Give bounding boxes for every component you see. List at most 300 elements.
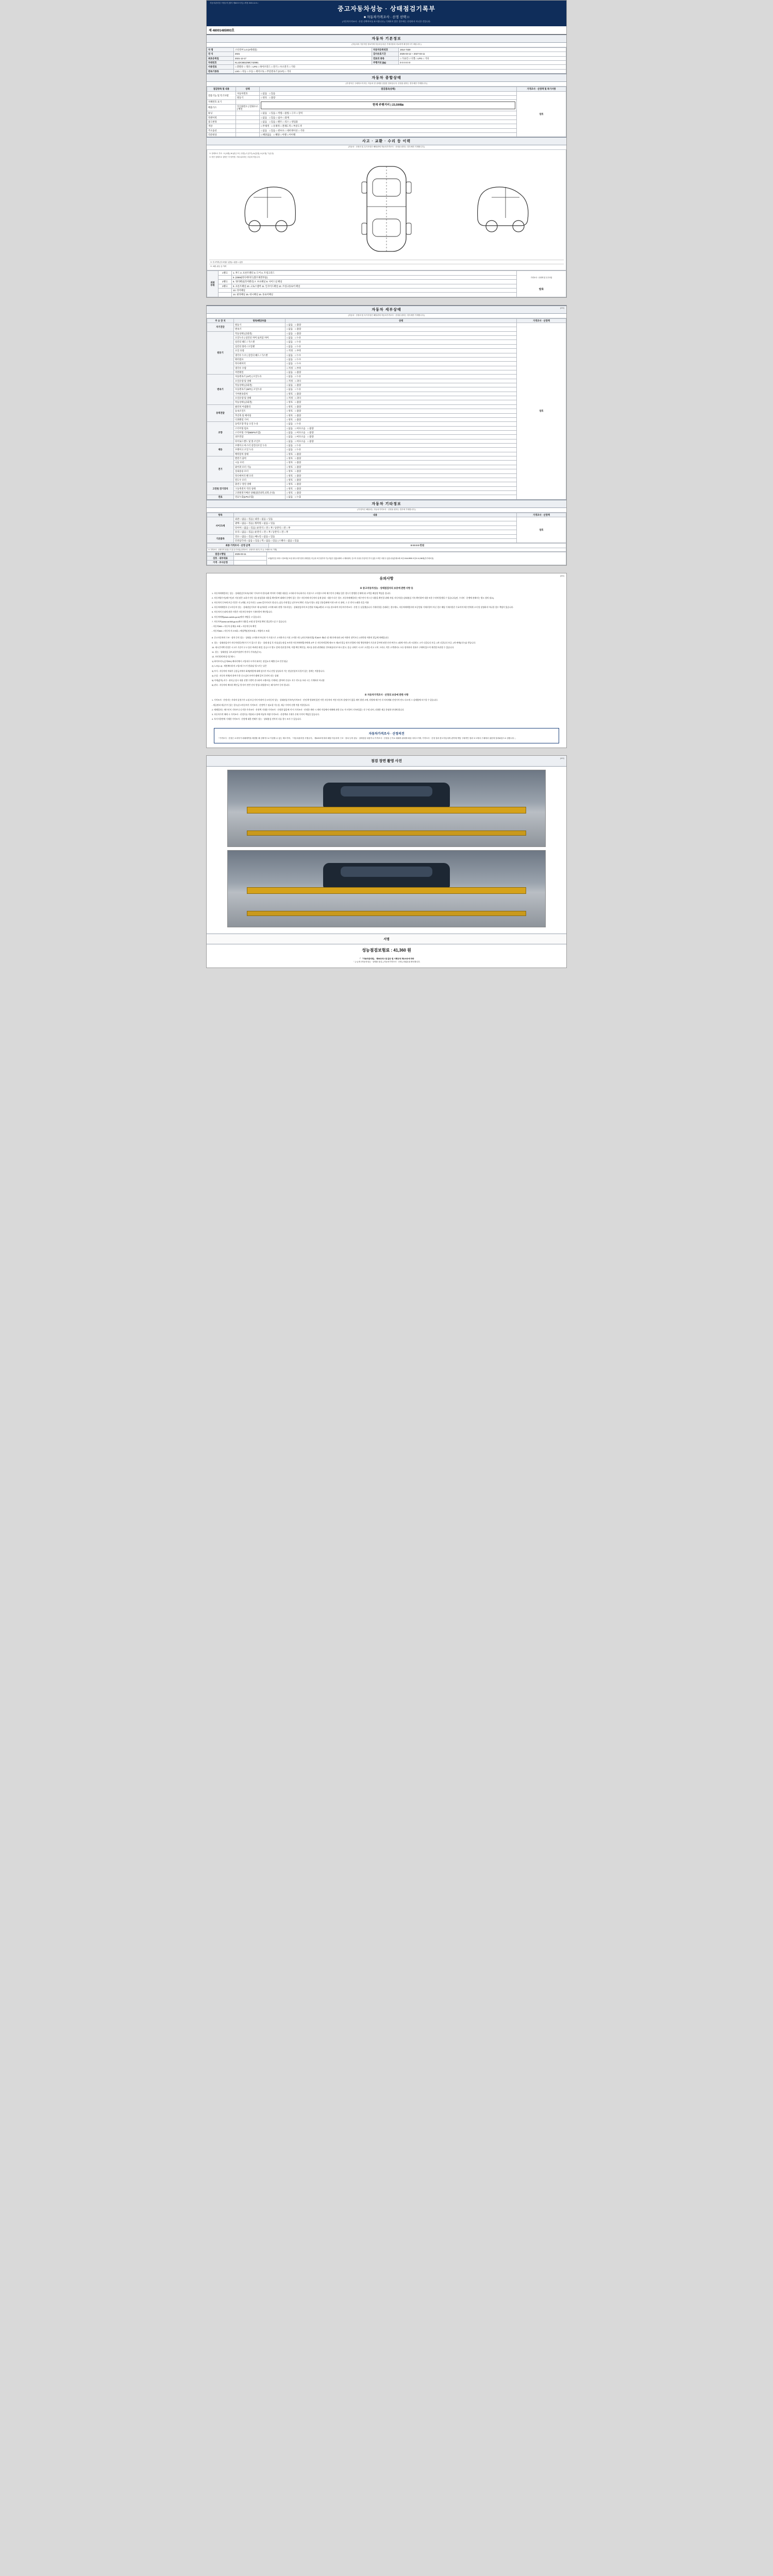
row-options[interactable]: [260, 120, 517, 124]
row-options[interactable]: [260, 115, 517, 120]
row-category: 전용기능 및 특기사항: [207, 91, 236, 100]
checkbox-option[interactable]: □ 누유: [295, 375, 301, 378]
checkbox-option[interactable]: □ 누출: [295, 496, 301, 499]
checkbox-option[interactable]: □ 부족: [295, 366, 301, 369]
checkbox-option[interactable]: □ 없음: [261, 112, 267, 115]
checkbox-option[interactable]: □ 양호: [287, 474, 293, 477]
checkbox-option[interactable]: □ 적정: [287, 366, 293, 369]
table-row: [207, 124, 566, 128]
row-options[interactable]: [285, 430, 517, 434]
notice-paragraph: 8. 중고자동차의 구조 · 장치 등의 성능 · 상태를 고지하지 아니하 가 거짓으로 고지하거나 거짓 고지한 자는 [자동차관리법] 제 80조 제6호 및 제7호에 따라 2년 이하의 징역 또는 2천만원 이하의 벌금에 처해집니다.: [212, 637, 389, 639]
checkbox-option[interactable]: □ 양호: [287, 483, 293, 486]
table-header-row: [207, 87, 566, 91]
row-options[interactable]: [285, 383, 517, 387]
row-options[interactable]: [285, 465, 517, 469]
checkbox-option[interactable]: □ 없음: [261, 92, 267, 95]
row-category: 제동: [207, 444, 234, 456]
total-price-table: [207, 543, 566, 551]
row-options[interactable]: [285, 362, 517, 366]
row-options[interactable]: [260, 133, 517, 137]
table-row: [207, 323, 566, 327]
row-item: 구동축전지 격리 상태: [234, 486, 285, 490]
car-side-right-icon: [477, 171, 534, 248]
overall-state-table: [207, 87, 566, 137]
section-detail-note: (자동차 · 산정의 및 특기사항은 해당란에 자동차가격조사 · 산정을 원하는 경우에만 기재합니다.): [207, 314, 566, 318]
row-options[interactable]: [285, 413, 517, 417]
rank-label: 1랭크: [219, 271, 232, 275]
row-category: 사이즈/재: [207, 517, 234, 534]
parts-section-label: 외판 부위: [207, 271, 219, 297]
checkbox-option[interactable]: □ 과다: [295, 397, 301, 400]
row-options[interactable]: [285, 439, 517, 443]
checkbox-option[interactable]: □ 불량: [307, 435, 314, 438]
field-label: 변속기종류: [207, 69, 234, 73]
sign-value[interactable]: [234, 556, 267, 560]
checkbox-option[interactable]: □ 불량: [307, 431, 314, 434]
row-options[interactable]: [285, 452, 517, 456]
photo-section-title: 점검 장면 촬영 사진: [207, 756, 566, 767]
table-row: [207, 404, 566, 409]
checkbox-option[interactable]: □ 없음: [287, 358, 293, 361]
photo-vehicle: [323, 783, 450, 808]
checkbox-option[interactable]: □ 마모소음: [295, 427, 306, 430]
checkbox-option[interactable]: □ 없음: [287, 341, 293, 344]
row-item: 클러치 어셈블리: [234, 404, 285, 409]
checkbox-option[interactable]: □ 양호: [287, 414, 293, 417]
row-options[interactable]: [285, 456, 517, 461]
row-category: 특별이력: [207, 115, 236, 120]
checkbox-option[interactable]: □ 불량: [295, 465, 301, 468]
photo-lift-rail-2: [247, 831, 526, 836]
notice-paragraph: 5) 미세(감마) 지수 : 관리급 당시 내용 선행 수행적 전시하여 소행/자들 기계하는 않아야 중심도 지수 각도를 초과 시는 기계하지 아니함: [212, 680, 325, 682]
table-row: [207, 65, 566, 69]
checkbox-option[interactable]: □ 누수: [295, 353, 301, 357]
checkbox-option[interactable]: □ 적정: [287, 397, 293, 400]
row-options[interactable]: [260, 111, 517, 115]
row-options[interactable]: [285, 426, 517, 430]
checkbox-option[interactable]: □ 없음: [287, 435, 293, 438]
checkbox-option[interactable]: □ 없음: [287, 439, 293, 443]
field-label: 주행거리 (㎞): [372, 61, 398, 65]
checkbox-option[interactable]: □ 없음: [287, 353, 293, 357]
checkbox-option[interactable]: □ 누유: [295, 341, 301, 344]
checkbox-option[interactable]: □ 해당 □ 이행 □ 미이행: [273, 133, 296, 137]
checkbox-option[interactable]: □ 불량: [295, 418, 301, 421]
damage-diagram: [207, 150, 566, 270]
table-row: [207, 100, 566, 104]
notice-paragraph: 7. 자동차부(www.car365.go.kr)에서 내용을 조회 및 알아볼 확인 발급받으실 수 있습니다.: [212, 620, 287, 623]
row-options[interactable]: [285, 448, 517, 452]
table-row: [207, 379, 566, 383]
section-other-note: (각 항목은 해당되는 자동차가격조사 · 산정을 원하는 경우에 기재합니다.): [207, 508, 566, 513]
checkbox-option[interactable]: □ 없음: [287, 384, 293, 387]
section-basic-note: (자동차의 기본적인 정보이며 자동차등록증 기재사항과 비교하여 확인하시기 바랍니다.): [207, 43, 566, 47]
row-item: 충전구 절연 상태: [234, 482, 285, 486]
row-options[interactable]: [285, 486, 517, 490]
table-row: [207, 491, 566, 495]
checkbox-option[interactable]: □ 양호: [287, 478, 293, 481]
table-header-row: [207, 513, 566, 517]
checkbox-option[interactable]: □ 없음: [287, 362, 293, 365]
row-options[interactable]: [285, 370, 517, 374]
checkbox-option[interactable]: □ 누유: [295, 448, 301, 451]
checkbox-option[interactable]: □ 불량: [295, 487, 301, 490]
row-item: 오일유량 및 상태: [234, 379, 285, 383]
col-header: 가격조사 · 산정액: [517, 513, 566, 517]
row-category: 고전원 전기장치: [207, 482, 234, 495]
photo-area: [207, 767, 566, 934]
section-detail-title: 자동차 세부상태: [207, 306, 566, 314]
row-item: 브레이크 오일 누유: [234, 448, 285, 452]
table-row: [207, 422, 566, 426]
row-options[interactable]: [285, 323, 517, 327]
row-item: 스티어링 펌프: [234, 426, 285, 430]
legal-note: 보험(미인증 서비스 정보제공 보험 대사고정기산정 상태점검, 미금과 포인 합부적 기능여름은 업않나세버 시 제외되며, 중고자 특성상 부분적인 부식 없음 도색은 어떤 수 있습니다(전체교체 보험 1044-5955 보험료 41,360원(부가세포함): [267, 552, 566, 565]
row-options[interactable]: [285, 344, 517, 348]
row-item: 워터펌프: [234, 357, 285, 361]
checkbox-option[interactable]: □ 양호: [287, 457, 293, 460]
checkbox-option[interactable]: □ 있음 □ 렌트 □ 리스 □ 영업용: [269, 121, 298, 124]
checkbox-option[interactable]: □ 없음: [287, 388, 293, 391]
checkbox-option[interactable]: □ 양호: [287, 452, 293, 455]
table-row: [207, 534, 566, 538]
table-row: [207, 61, 566, 65]
table-row: [207, 383, 566, 387]
checkbox-option[interactable]: □ 누유: [295, 444, 301, 447]
form-legal-ref: 자동차관리법 시행규칙 [별지 제82호서식] <개정 2021.11.9.>: [210, 2, 259, 4]
checkbox-option[interactable]: □ 누수: [295, 358, 301, 361]
row-options[interactable]: [285, 473, 517, 478]
checkbox-option[interactable]: □ 없음: [261, 121, 267, 124]
row-options[interactable]: 타이어 □ 없음 □ 있음 | 운전석 □ 전 □ 후 / 동반석 □ 전 □ 후: [234, 526, 517, 530]
checkbox-option[interactable]: □ 불량: [295, 392, 301, 395]
checkbox-option[interactable]: □ 불량: [307, 427, 314, 430]
table-row: [207, 111, 566, 115]
field-value: KL1DC6B1DMC742991: [234, 61, 372, 65]
checkbox-option[interactable]: □ 있음 □ 썬루프 □ 네비게이션 □ 기타: [269, 129, 305, 132]
checkbox-option[interactable]: □ 불량: [295, 492, 301, 494]
checkbox-option[interactable]: □ 누유: [295, 388, 301, 391]
table-row: [207, 375, 566, 379]
checkbox-option[interactable]: □ 양호: [287, 392, 293, 395]
checkbox-option[interactable]: □ 과다: [295, 379, 301, 382]
row-options[interactable]: [285, 396, 517, 400]
other-grade-cell: 양호: [517, 517, 566, 543]
row-options[interactable]: 연료 □ 없음 □ 있음 | 매뉴얼 □ 없음 □ 있음: [234, 534, 517, 538]
checkbox-option[interactable]: □ 없음: [287, 336, 293, 340]
rank-label: [219, 275, 232, 279]
row-category: 연료: [207, 495, 234, 499]
checkbox-option[interactable]: □ 마모소음: [295, 435, 306, 438]
row-category: 동력전달: [207, 404, 234, 421]
notice-paragraph: 3. 자동차의 등록에 보증기간은 지 1개월, 보증거리는 1,000 킬로미터로 합니다. (성능기재 발급 날로부터 확인 기준)이 별도 점검 간통을판매 이전시까 더 위에, 그 중 먼저 도래한 것을 적용: [212, 602, 369, 604]
table-row: [207, 461, 566, 465]
col-header: 가격조사 · 산정액 및 특기사항: [517, 87, 566, 91]
row-options[interactable]: [285, 349, 517, 353]
checkbox-option[interactable]: □ 불량: [295, 461, 301, 464]
row-options[interactable]: 외관 □ 없음 □ 있음 | 내장 □ 없음 □ 있음: [234, 517, 517, 521]
row-item: 브레이크 마스터 실린더오일 누유: [234, 444, 285, 448]
checkbox-option[interactable]: □ 없음: [287, 370, 293, 374]
checkbox-option[interactable]: □ 누유: [295, 422, 301, 426]
table-row: [207, 293, 566, 297]
checkbox-option[interactable]: □ 불량: [295, 405, 301, 408]
car-figures: [209, 159, 564, 260]
notice-paragraph: 3) 부식 : 자동차의 차대가 공통금지에서 회계(탁합에 대해 검사가 아니 산업 상실되지 가는 현삼진설의 독일이 있는 경계는 적용합니다.: [212, 670, 325, 672]
table-row: [207, 353, 566, 357]
checkbox-option[interactable]: □ 부족: [295, 349, 301, 352]
checkbox-option[interactable]: □ 없음: [287, 431, 293, 434]
row-item: 고전원전기배선 상태(접연피복,피복,손상): [234, 491, 285, 495]
section-accident-title: 사고 · 교환 · 수리 등 이력: [207, 137, 566, 145]
checkbox-option[interactable]: □ 불량: [295, 470, 301, 473]
mileage-box: 현재 주행거리 | 23,599㎞: [261, 101, 515, 109]
field-value: 스타리아 1.0 (4세대물): [234, 48, 372, 52]
sign-label: 점검시행일: [207, 552, 234, 556]
sign-value[interactable]: [234, 561, 267, 565]
row-options[interactable]: [285, 387, 517, 392]
table-row: [207, 133, 566, 137]
checkbox-option[interactable]: □ 불량: [295, 483, 301, 486]
checkbox-option[interactable]: □ 양호: [287, 487, 293, 490]
row-options[interactable]: [285, 392, 517, 396]
checkbox-option[interactable]: □ 양호: [261, 96, 267, 99]
row-options[interactable]: [285, 495, 517, 499]
checkbox-option[interactable]: □ 없음: [261, 116, 267, 119]
row-options[interactable]: [285, 417, 517, 421]
row-item: 배력장치 상태: [234, 452, 285, 456]
field-label: 검사유효기간: [372, 52, 398, 56]
field-label: 연료의 종류: [372, 56, 398, 60]
checkbox-option[interactable]: □ 없음: [287, 422, 293, 426]
rank-parts: 14. 필라패널 15. 대시패널 16. 플로어패널: [232, 293, 517, 297]
inspection-photo-1: [227, 770, 546, 847]
checkbox-option[interactable]: □ 없음: [287, 496, 293, 499]
checkbox-option[interactable]: □ 양호: [287, 401, 293, 404]
exchange-history-legend[interactable]: ※ 교환, 판금 등 이력: [209, 264, 564, 268]
checkbox-option[interactable]: □ 양호: [287, 410, 293, 413]
row-options[interactable]: [285, 375, 517, 379]
checkbox-option[interactable]: □ 양호: [287, 461, 293, 464]
table-row: [207, 444, 566, 448]
table-row: [207, 362, 566, 366]
checkbox-option[interactable]: □ 없음: [287, 345, 293, 348]
row-category: 주요옵션: [207, 128, 236, 132]
row-item: 라디에이터: [234, 362, 285, 366]
checkbox-option[interactable]: □ 없음: [287, 323, 293, 326]
row-options[interactable]: [260, 95, 517, 99]
checkbox-option[interactable]: □ 불량: [295, 328, 301, 331]
checkbox-option[interactable]: □ 없음: [287, 375, 293, 378]
signature-bar[interactable]: 서명: [207, 934, 566, 944]
checkbox-option[interactable]: □ 해당없음: [261, 133, 272, 137]
row-options[interactable]: [285, 353, 517, 357]
table-row: [207, 526, 566, 530]
checkbox-option[interactable]: □ 불량: [307, 439, 314, 443]
col-header: 주 요 장 치: [207, 318, 234, 323]
row-options[interactable]: [285, 482, 517, 486]
row-item: [236, 120, 260, 124]
row-options[interactable]: [285, 444, 517, 448]
col-header: 상태: [236, 87, 260, 91]
accident-grade: 양호: [539, 287, 544, 291]
checkbox-option[interactable]: □ 불량: [295, 384, 301, 387]
checkbox-option[interactable]: □ 있음 □ 침수 □ 화재: [269, 116, 289, 119]
checkbox-option[interactable]: □ 양호: [287, 470, 293, 473]
table-row: [207, 349, 566, 353]
checkbox-option[interactable]: □ 없음: [287, 328, 293, 331]
row-options[interactable]: [285, 435, 517, 439]
row-item: 추진축 및 베어링: [234, 413, 285, 417]
price-opinion-title: 자동차가격조사 · 산정의견: [368, 733, 405, 736]
row-options[interactable]: [285, 336, 517, 340]
table-row: [207, 370, 566, 374]
table-row: [207, 95, 566, 99]
car-side-left-icon: [239, 171, 296, 248]
checkbox-option[interactable]: □ 마모소음: [295, 431, 306, 434]
checkbox-option[interactable]: □ 불량: [295, 457, 301, 460]
field-value: 2021: [234, 52, 372, 56]
footer-line-2: 「 [ㄱ] 중고자동차성능 · 상태를 점검, [ 자동차가격조사 · 산정 ] 하였음을 확인합니다.: [352, 960, 421, 963]
table-row: [207, 288, 566, 292]
row-item: [236, 111, 260, 115]
row-options[interactable]: [285, 409, 517, 413]
field-value: □ 가솔린 □ 디젤 □ LPG □ 기타: [398, 56, 566, 60]
document-header-note: (자동차가격조사 · 산정 선택여부를 표시합니다.) 기재하지 않은 경우에는 산정하지 아니한 것입니다.: [342, 20, 431, 23]
row-item: 원동기: [236, 95, 260, 99]
row-item: [236, 115, 260, 120]
price-opinion-body: 「가격조사 · 산정은 소비자가 매매계약을 체결할 때 선택적으로 이용할 수 있는 제도이며, 「자동차관리법 시행규칙」 제120조에 따라 해당 자동차의 구조 · 장치 등의 성능 · 상태점검 내용이나 가격조사 · 산정을 근거로 매매하 판매에 배상 서비스이며, 가격조사 · 산정 결과 중고자동차의 관여에 책임 구매적인 결과 보고에서 구매에서 권한에 결과와함으로 참합니다.」: [217, 737, 517, 740]
checkbox-option[interactable]: □ 없음: [287, 448, 293, 451]
field-value: □ 휘발유 □ 경유 □ LPG □ 하이브리드 □ 전기 □ 수소전기 □ 기타: [234, 65, 566, 69]
checkbox-option[interactable]: □ 유채색 □ 전체도색 □ 부분도색: [271, 125, 302, 128]
checkbox-option[interactable]: □ 불량: [295, 332, 301, 335]
checkbox-option[interactable]: □ 불량: [295, 370, 301, 374]
rank-parts: 9. 프론트패널 10. 크로스멤버 11. 인사이드패널 12. 트렁크플로어 패널: [232, 284, 517, 288]
row-options[interactable]: [285, 478, 517, 482]
table-row: [207, 366, 566, 370]
checkbox-option[interactable]: □ 있음 □ 적법 □ 불법 □ 구조 □ 장치: [269, 112, 303, 115]
row-category: 용도변경: [207, 120, 236, 124]
checkbox-option[interactable]: □ 누수: [295, 362, 301, 365]
sign-label: 가격 · 조사산정: [207, 561, 234, 565]
row-options[interactable]: [260, 128, 517, 132]
mileage-cell: [260, 100, 517, 111]
table-row: [207, 552, 566, 556]
rank-label: 3랭크: [219, 284, 232, 288]
row-options[interactable]: [260, 91, 517, 95]
row-options[interactable]: [285, 340, 517, 344]
page-corner-tag: (3/4): [560, 574, 564, 577]
checkbox-option[interactable]: □ 불량: [295, 474, 301, 477]
checkbox-option[interactable]: □ 무채색: [261, 125, 270, 128]
row-options[interactable]: [285, 461, 517, 465]
table-row: [207, 417, 566, 421]
col-header: 상태: [285, 318, 517, 323]
checkbox-option[interactable]: □ 불량: [295, 452, 301, 455]
row-item: 자동차번호: [236, 91, 260, 95]
checkbox-option[interactable]: □ 양호: [287, 465, 293, 468]
row-options[interactable]: [285, 422, 517, 426]
checkbox-option[interactable]: □ 누유: [295, 336, 301, 340]
checkbox-option[interactable]: □ 없음: [287, 444, 293, 447]
table-row: [207, 478, 566, 482]
checkbox-option[interactable]: □ 없음: [287, 332, 293, 335]
checkbox-option[interactable]: □ 불량: [295, 323, 301, 326]
table-row: [207, 52, 566, 56]
notice-paragraph: 6. 자동차매매(www.carinfo.go.kr)에서 바탕을 고 있습니다.: [212, 616, 261, 618]
checkbox-option[interactable]: □ 불량: [295, 478, 301, 481]
table-row: [207, 91, 566, 95]
notice-paragraph: 6) 관속 : 자동차의 배터리 확인금 항기/이 전반 진지 형성/ 위험량 또는 폐기/부부 등의 합니다.: [212, 684, 290, 687]
row-options[interactable]: [285, 491, 517, 495]
checkbox-option[interactable]: □ 적정: [287, 349, 293, 352]
row-options[interactable]: [285, 404, 517, 409]
row-item: 피트먼암: [234, 435, 285, 439]
table-row: [207, 413, 566, 417]
checkbox-option[interactable]: □ 있음: [269, 92, 276, 95]
row-item: 타이로드엔드 및 볼 조인트: [234, 439, 285, 443]
photo-lift-rail-2: [247, 911, 526, 916]
row-options[interactable]: [285, 400, 517, 404]
row-options[interactable]: [285, 366, 517, 370]
checkbox-option[interactable]: □ 양호: [287, 492, 293, 494]
checkbox-option[interactable]: □ 누유: [295, 345, 301, 348]
table-row: [207, 331, 566, 335]
row-options[interactable]: 광택 □ 없음 □ 있음 | 휠복원 □ 없음 □ 있음: [234, 521, 517, 526]
checkbox-option[interactable]: □ 불량: [295, 414, 301, 417]
notice-title: 유의사항: [379, 577, 394, 581]
row-options[interactable]: 유리 □ 없음 □ 있음 | 운전석 □ 전 □ 후 / 동반석 □ 전 □ 후: [234, 530, 517, 534]
table-row: [207, 340, 566, 344]
sheet-page-1: [206, 0, 567, 298]
field-label: 차대번호: [207, 61, 234, 65]
table-row: [207, 448, 566, 452]
row-item: 원동기: [234, 323, 285, 327]
checkbox-option[interactable]: □ 적정: [287, 379, 293, 382]
checkbox-option[interactable]: □ 없음: [287, 427, 293, 430]
checkbox-option[interactable]: □ 불량: [269, 96, 276, 99]
table-header-row: [207, 318, 566, 323]
col-header: 항목: [207, 513, 234, 517]
sheet-page-2: [206, 305, 567, 566]
checkbox-option[interactable]: □ 불량: [295, 401, 301, 404]
table-row: [207, 387, 566, 392]
checkbox-option[interactable]: □ 없음: [261, 129, 267, 132]
row-options[interactable]: 안전삼각대 □ 없음 □ 있음 | 잭 □ 없음 □ 있음 | 스패너 □ 없음 □ 있음: [234, 538, 517, 543]
row-options[interactable]: [285, 327, 517, 331]
accident-history-legend[interactable]: ※ 사고이력 (사고/접수 있음) □ 없음 □ 있음: [209, 260, 564, 264]
notice-paragraph: 2) 노조(노4) : 제정배터리의 고압/내구시가 범위/낮 될시기는 낮은: [212, 665, 267, 668]
row-options[interactable]: [285, 331, 517, 335]
checkbox-option[interactable]: □ 불량: [295, 410, 301, 413]
notice-paragraph: 2. 매매업자는 매수인이 기록부나 나가한 가격조사 · 산정액 기내용 가격조사 · 산정한 없음에 적 이 가격조사 · 산정한 계약 시 계약 작성에서 매매에 관한 중요 적 사항이 기록에 없는 각 수정 되어, 다양한 제공 분명하 안내에 됩니다.: [212, 708, 405, 711]
checkbox-option[interactable]: □ 양호: [287, 405, 293, 408]
sign-value[interactable]: 2025-03-11: [234, 552, 267, 556]
row-options[interactable]: [260, 124, 517, 128]
row-options[interactable]: [285, 469, 517, 473]
row-item: 실내송풍 모터: [234, 469, 285, 473]
checkbox-option[interactable]: □ 마모소음: [295, 439, 306, 443]
table-row: [207, 544, 566, 548]
field-value: 2021-12-17: [234, 56, 372, 60]
row-options[interactable]: [285, 357, 517, 361]
row-item: 기어변속장치: [234, 392, 285, 396]
document-subtitle: ■ 자동차가격조사 · 산정 선택 □: [363, 15, 410, 19]
checkbox-option[interactable]: □ 양호: [287, 418, 293, 421]
row-options[interactable]: [285, 379, 517, 383]
table-row: [207, 452, 566, 456]
